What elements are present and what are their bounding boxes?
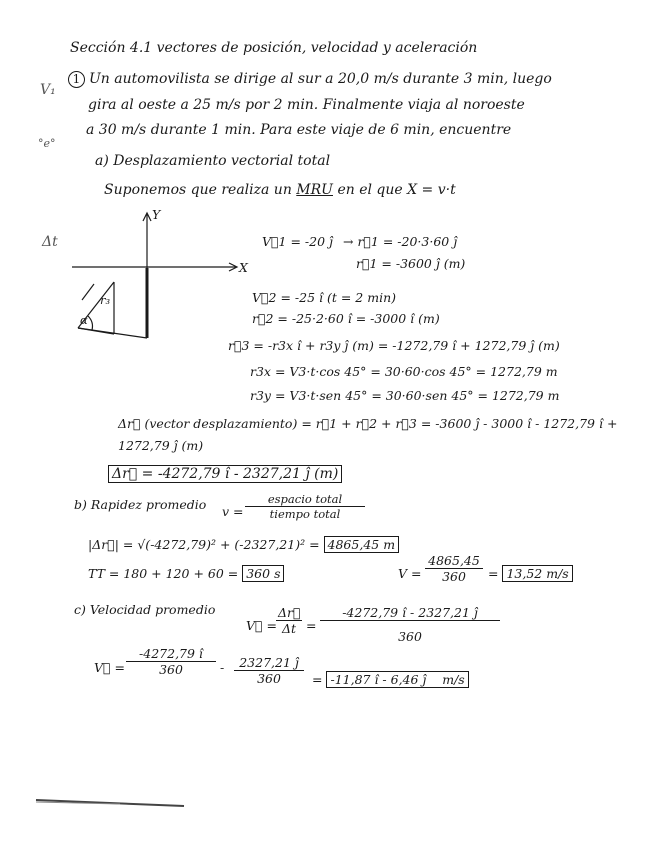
eq-r3x: r3x = V3·t·cos 45° = 30·60·cos 45° = 1272,79 m (250, 364, 558, 379)
eq-r1-calc: → r⃗1 = -20·3·60 ĵ (343, 234, 458, 249)
eq2-unit: m/s (442, 672, 465, 687)
mag-line: |Δr⃗| = √(-4272,79)² + (-2327,21)² = (88, 537, 320, 552)
part-c-eq2-lhs: V⃗ = (94, 660, 125, 675)
assumption-suffix: en el que X = v·t (337, 182, 456, 198)
problem-line-2: gira al oeste a 25 m/s por 2 min. Finalmente viaja al noroeste (88, 97, 525, 113)
problem-text-1: Un automovilista se dirige al sur a 20,0 m/s durante 3 min, luego (89, 71, 552, 87)
x-axis-label: X (239, 260, 248, 275)
eq1-rhs-bottom: 360 (398, 629, 422, 644)
y-axis-label: Y (152, 207, 161, 222)
speed-frac-bottom: 360 (442, 569, 466, 584)
part-c-eq1-lhs: V⃗ = (246, 618, 277, 633)
part-c-title: c) Velocidad promedio (74, 602, 216, 617)
speed-result: 13,52 m/s (502, 565, 572, 582)
eq-dr-line-1: Δr⃗ (vector desplazamiento) = r⃗1 + r⃗2 + r⃗3 = -3600 ĵ - 3000 î - 1272,79 î + (118, 416, 618, 431)
part-b-frac-top: espacio total (245, 492, 365, 507)
part-c-eq1-sign: = (306, 618, 317, 633)
eq-r3y: r3y = V3·t·sen 45° = 30·60·sen 45° = 1272,79 m (250, 388, 560, 403)
part-a-title: a) Desplazamiento vectorial total (95, 153, 331, 169)
eq2-result-value: -11,87 î - 6,46 ĵ (330, 672, 427, 687)
eq-v2: V⃗2 = -25 î (t = 2 min) (252, 290, 397, 305)
part-b-title: b) Rapidez promedio (74, 497, 207, 512)
eq2-eq-sign: = (312, 672, 323, 687)
part-b-frac-bottom: tiempo total (269, 507, 341, 521)
speed-eq-sign: = (488, 566, 499, 581)
margin-mark-dt: Δt (42, 234, 58, 250)
eq2-b-top: 2327,21 ĵ (234, 655, 304, 671)
eq-dr-line-2: 1272,79 ĵ (m) (118, 438, 204, 453)
eq-r3: r⃗3 = -r3x î + r3y ĵ (m) = -1272,79 î + 1272,79 ĵ (m) (228, 338, 560, 353)
part-b-v-eq: v = (222, 504, 244, 519)
eq2-a-top: -4272,79 î (126, 646, 216, 662)
eq-r2: r⃗2 = -25·2·60 î = -3000 î (m) (252, 311, 440, 326)
part-c-eq2-minus: - (220, 660, 225, 675)
eq1-frac-bottom: Δt (281, 621, 297, 636)
problem-number: 1 (68, 71, 85, 88)
time-result: 360 s (242, 565, 284, 582)
time-line: TT = 180 + 120 + 60 = (88, 566, 239, 581)
assumption-prefix: Suponemos que realiza un (104, 182, 292, 198)
assumption-mru: MRU (296, 182, 333, 198)
alpha-label: α (80, 313, 88, 327)
margin-mark-oe: °e° (38, 137, 56, 150)
eq1-frac-top: Δr⃗ (278, 605, 301, 620)
section-header: Sección 4.1 vectores de posición, velocidad y aceleración (70, 40, 478, 56)
part-b-speed-lhs: V = (398, 566, 422, 581)
problem-line-3: a 30 m/s durante 1 min. Para este viaje de 6 min, encuentre (86, 122, 512, 138)
eq-v1: V⃗1 = -20 ĵ (262, 234, 333, 249)
speed-frac-top: 4865,45 (425, 553, 483, 569)
mag-result: 4865,45 m (324, 536, 400, 553)
eq1-rhs-top: -4272,79 î - 2327,21 ĵ (320, 605, 500, 621)
eq-r1: r⃗1 = -3600 ĵ (m) (356, 256, 466, 271)
eq-dr-result: Δr⃗ = -4272,79 î - 2327,21 ĵ (m) (108, 465, 342, 483)
eq2-a-bottom: 360 (159, 662, 183, 677)
margin-mark-v1: V₁ (40, 82, 56, 98)
eq2-b-bottom: 360 (257, 671, 281, 686)
r3-label: r₃ (100, 293, 111, 307)
